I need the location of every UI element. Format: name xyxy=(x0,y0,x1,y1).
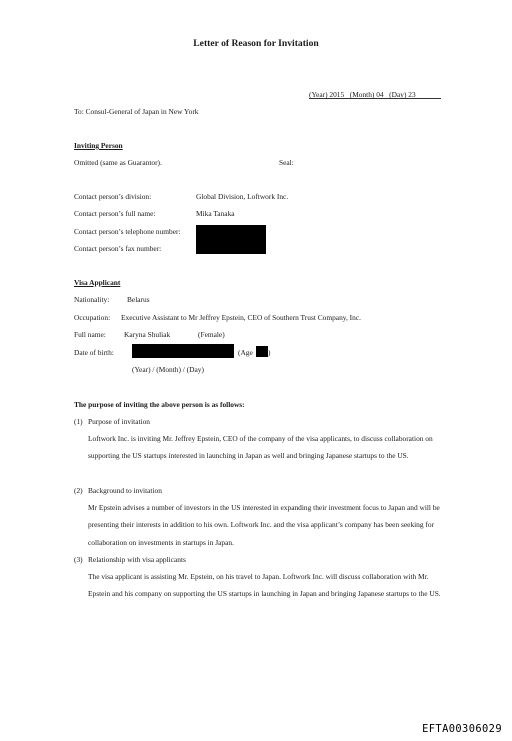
date-day-label: (Day) xyxy=(389,90,407,99)
applicant-fullname-label: Full name: xyxy=(74,330,106,339)
purpose-item-3-title: Relationship with visa applicants xyxy=(88,555,186,564)
date-underline xyxy=(309,98,441,99)
contact-telephone-label: Contact person’s telephone number: xyxy=(74,227,181,236)
nationality-value: Belarus xyxy=(127,295,150,304)
redaction-contact-numbers xyxy=(196,225,266,254)
purpose-item-1-title: Purpose of invitation xyxy=(88,417,150,426)
nationality-label: Nationality: xyxy=(74,295,110,304)
purpose-item-2-title: Background to invitation xyxy=(88,486,162,495)
redaction-dob xyxy=(132,344,234,358)
dob-label: Date of birth: xyxy=(74,348,114,357)
applicant-fullname-value: Karyna Shuliak xyxy=(124,330,171,339)
inviting-person-heading: Inviting Person xyxy=(74,141,123,150)
contact-fullname-label: Contact person’s full name: xyxy=(74,209,156,218)
seal-label: Seal: xyxy=(279,158,294,167)
dob-format-hint: (Year) / (Month) / (Day) xyxy=(132,365,204,374)
date-day: 23 xyxy=(408,90,416,99)
purpose-item-2-number: (2) xyxy=(74,486,83,495)
applicant-sex-value: (Female) xyxy=(198,330,225,339)
date-month-label: (Month) xyxy=(349,90,375,99)
document-id: EFTA00306029 xyxy=(422,723,502,735)
occupation-label: Occupation: xyxy=(74,313,111,322)
purpose-item-1-body: Loftwork Inc. is inviting Mr. Jeffrey Epstein, CEO of the company of the visa applicants, to discuss collaboration on supporting the US startups interested in launching in Japan as well and bringing Japanese startups to the US. xyxy=(88,434,433,461)
page-title: Letter of Reason for Invitation xyxy=(193,38,319,49)
redaction-age xyxy=(256,346,271,357)
contact-division-value: Global Division, Loftwork Inc. xyxy=(196,192,289,201)
age-close-paren: ) xyxy=(268,348,271,357)
date-year-label: (Year) xyxy=(309,90,328,99)
addressee: To: Consul-General of Japan in New York xyxy=(74,107,199,116)
age-label: (Age xyxy=(238,348,253,357)
date-month: 04 xyxy=(376,90,384,99)
purpose-heading: The purpose of inviting the above person is as follows: xyxy=(74,400,245,409)
inviting-omitted: Omitted (same as Guarantor). xyxy=(74,158,162,167)
purpose-item-3-number: (3) xyxy=(74,555,83,564)
occupation-value: Executive Assistant to Mr Jeffrey Epstein, CEO of Southern Trust Company, Inc. xyxy=(121,313,361,322)
date-year: 2015 xyxy=(329,90,345,99)
contact-fax-label: Contact person’s fax number: xyxy=(74,244,162,253)
contact-division-label: Contact person’s division: xyxy=(74,192,152,201)
purpose-item-1-number: (1) xyxy=(74,417,83,426)
contact-fullname-value: Mika Tanaka xyxy=(196,209,235,218)
visa-applicant-heading: Visa Applicant xyxy=(74,278,121,287)
purpose-item-2-body: Mr Epstein advises a number of investors in the US interested in expanding their investment focus to Japan and will be presenting their interests in addition to his own. Loftwork Inc. and the visa applicant’s company has been seeking for collaboration on investments in startups in Japan. xyxy=(88,503,440,547)
purpose-item-3-body: The visa applicant is assisting Mr. Epstein, on his travel to Japan. Loftwork Inc. will discuss collaboration with Mr. Epstein and his company on supporting the US startups in launching in Japan and bringing Japanese startups to the US. xyxy=(88,572,441,599)
